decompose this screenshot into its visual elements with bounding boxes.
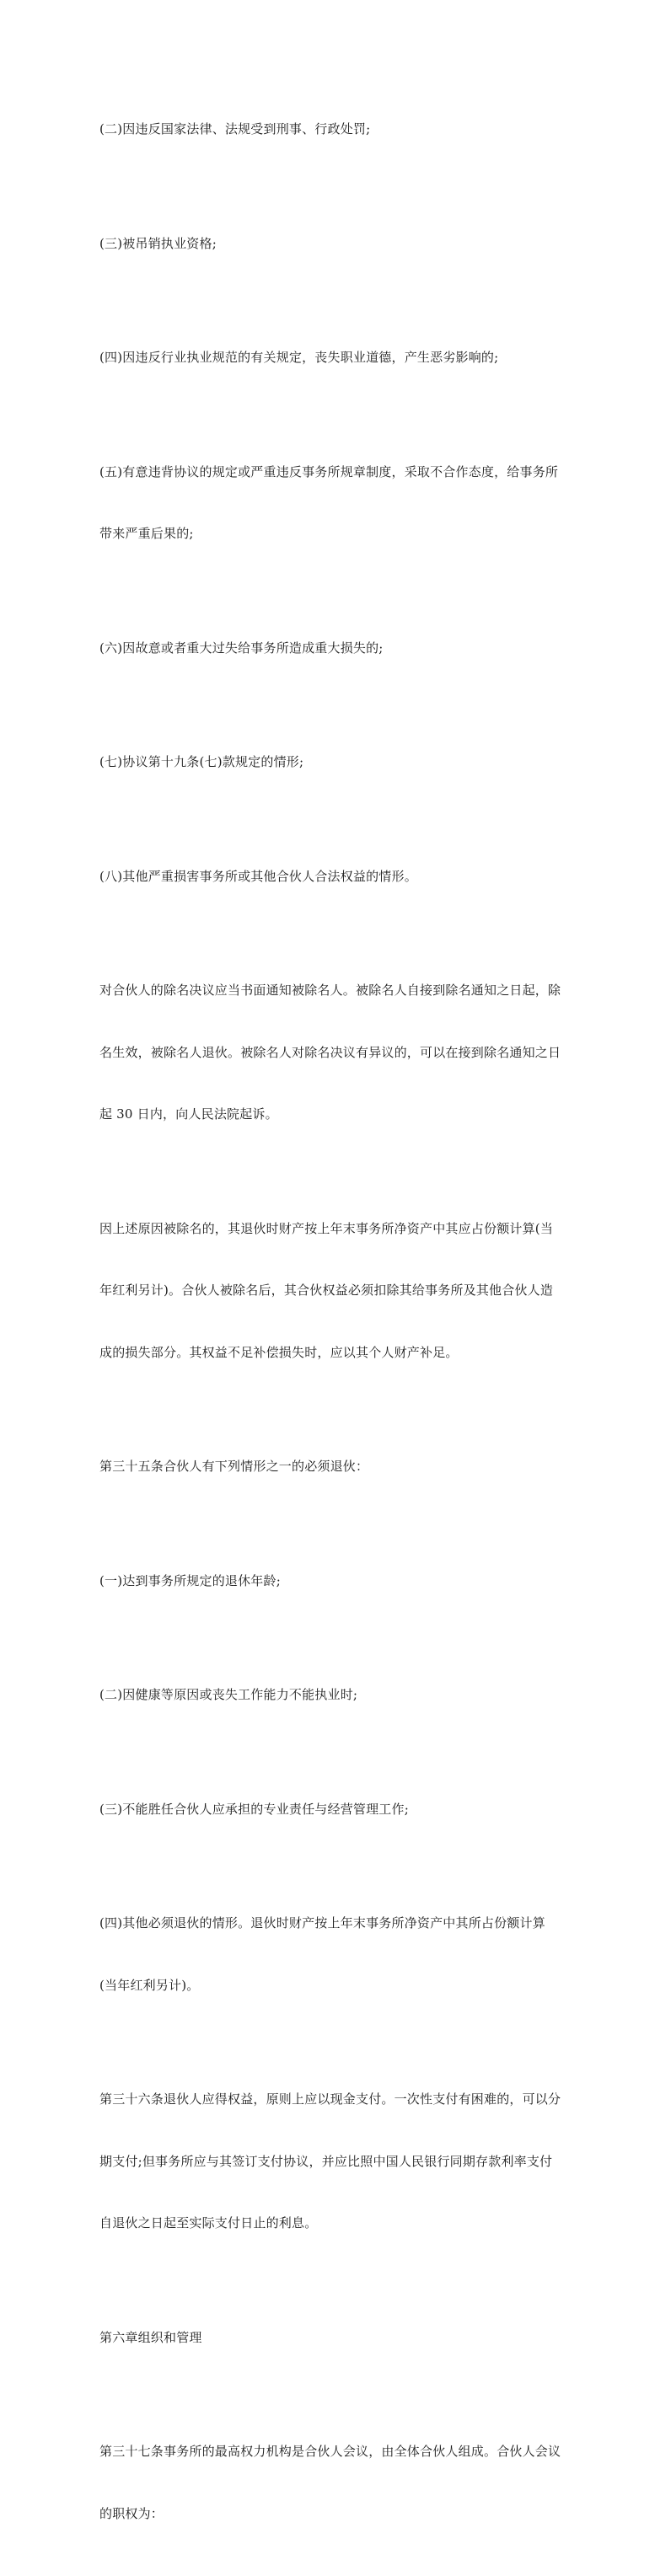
text-line: (当年红利另计)。 [99, 1977, 200, 1993]
text-line: (五)有意违背协议的规定或严重违反事务所规章制度，采取不合作态度，给事务所 [99, 463, 559, 479]
text-line: (三)不能胜任合伙人应承担的专业责任与经营管理工作; [99, 1801, 409, 1817]
text-line: 起 30 日内，向人民法院起诉。 [99, 1106, 278, 1122]
paragraph-article-37 [99, 2400, 580, 2565]
text-line: 年红利另计)。合伙人被除名后，其合伙权益必须扣除其给事务所及其他合伙人造 [99, 1283, 554, 1298]
paragraph-clause-3 [99, 192, 580, 296]
paragraph-expulsion-notice [99, 939, 580, 1166]
text-line: 成的损失部分。其权益不足补偿损失时，应以其个人财产补足。 [99, 1344, 459, 1360]
text-line: 第三十六条退伙人应得权益，原则上应以现金支付。一次性支付有困难的，可以分 [99, 2091, 561, 2107]
text-line: (六)因故意或者重大过失给事务所造成重大损失的; [99, 640, 384, 656]
text-line: 因上述原因被除名的，其退伙时财产按上年末事务所净资产中其应占份额计算(当 [99, 1220, 554, 1236]
text-line: (二)因违反国家法律、法规受到刑事、行政处罚; [99, 121, 371, 137]
text-line: 带来严重后果的; [99, 526, 194, 541]
text-line: 第三十五条合伙人有下列情形之一的必须退伙： [99, 1459, 369, 1474]
paragraph-clause-6 [99, 597, 580, 700]
text-line: 第三十七条事务所的最高权力机构是合伙人会议，由全体合伙人组成。合伙人会议 [99, 2444, 561, 2459]
paragraph-clause-4 [99, 306, 580, 410]
document-page [99, 78, 580, 2576]
text-line: (四)其他必须退伙的情形。退伙时财产按上年末事务所净资产中其所占份额计算 [99, 1915, 545, 1931]
paragraph-article-35-item-1 [99, 1529, 580, 1633]
text-line: 的职权为： [99, 2505, 164, 2521]
text-line: 对合伙人的除名决议应当书面通知被除名人。被除名人自接到除名通知之日起，除 [99, 983, 561, 998]
text-line: 自退伙之日起至实际支付日止的利息。 [99, 2215, 318, 2231]
text-line: (七)协议第十九条(七)款规定的情形; [99, 754, 304, 769]
paragraph-clause-5 [99, 420, 580, 586]
text-line: 第六章组织和管理 [99, 2329, 202, 2345]
paragraph-article-36 [99, 2048, 580, 2275]
text-line: (八)其他严重损害事务所或其他合伙人合法权益的情形。 [99, 868, 417, 884]
text-line: 名生效，被除名人退伙。被除名人对除名决议有异议的，可以在接到除名通知之日 [99, 1044, 561, 1060]
text-line: 期支付;但事务所应与其签订支付协议，并应比照中国人民银行同期存款利率支付 [99, 2153, 553, 2169]
text-line: (三)被吊销执业资格; [99, 235, 217, 251]
paragraph-expulsion-property [99, 1177, 580, 1405]
text-line: (四)因违反行业执业规范的有关规定，丧失职业道德，产生恶劣影响的; [99, 350, 499, 365]
chapter-heading [99, 2286, 580, 2390]
paragraph-clause-7 [99, 710, 580, 814]
paragraph-article-35-item-3 [99, 1758, 580, 1861]
paragraph-article-35 [99, 1415, 580, 1518]
paragraph-clause-2 [99, 78, 580, 181]
paragraph-clause-8 [99, 825, 580, 929]
text-line: (一)达到事务所规定的退休年龄; [99, 1572, 281, 1588]
paragraph-article-35-item-4 [99, 1872, 580, 2037]
text-line: (二)因健康等原因或丧失工作能力不能执业时; [99, 1687, 358, 1702]
paragraph-article-35-item-2 [99, 1643, 580, 1747]
